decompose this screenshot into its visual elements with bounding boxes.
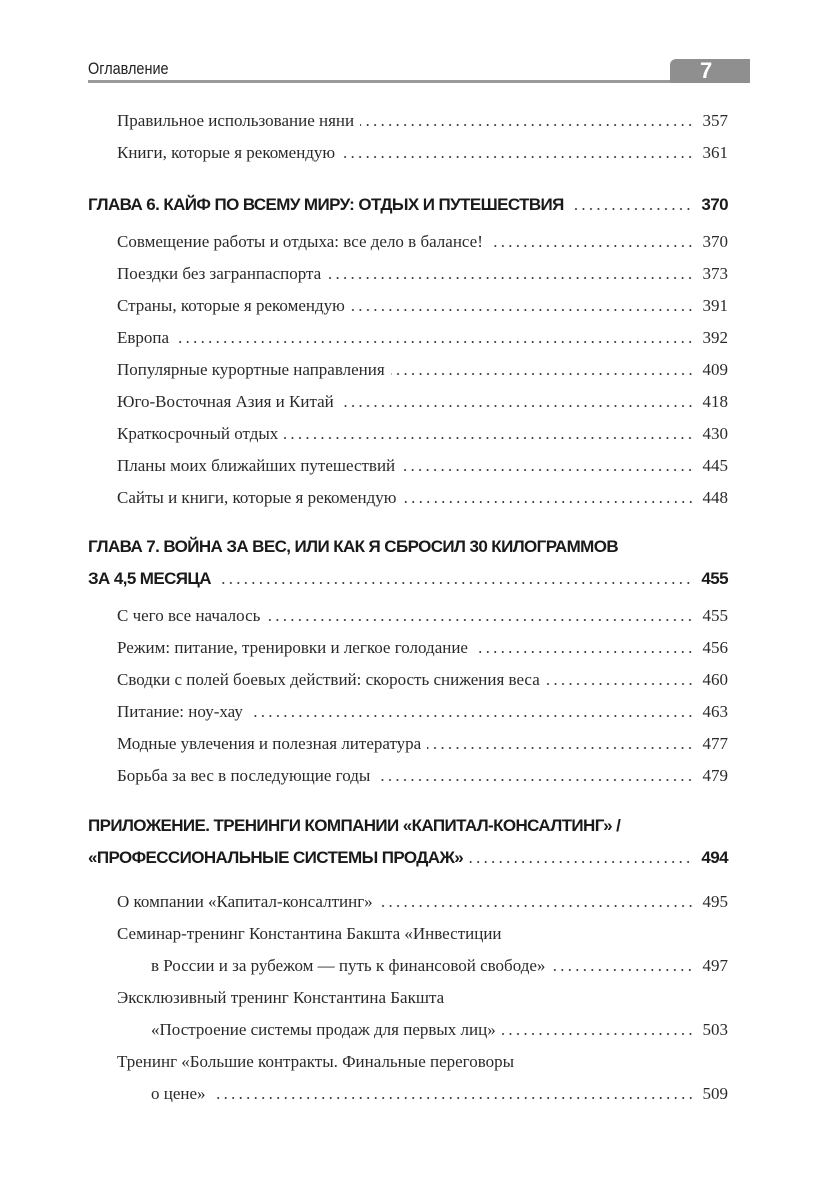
entry-page: 370 <box>702 232 728 251</box>
entry-title: Страны, которые я рекомендую <box>117 296 345 315</box>
heading-title: ГЛАВА 7. ВОЙНА ЗА ВЕС, ИЛИ КАК Я СБРОСИЛ 30 КИЛОГРАММОВ <box>88 537 619 556</box>
chapter-heading-line1[interactable] <box>88 537 728 569</box>
dot-leader <box>546 683 694 685</box>
toc-entry[interactable] <box>88 734 728 766</box>
dot-leader <box>427 747 694 749</box>
dot-leader <box>284 437 694 439</box>
dot-leader <box>379 905 694 907</box>
heading-title-cont: ЗА 4,5 МЕСЯЦА <box>88 569 211 588</box>
dot-leader <box>340 405 694 407</box>
entry-page: 463 <box>702 702 728 721</box>
entry-title-cont: «Построение системы продаж для первых лиц» <box>151 1020 496 1039</box>
dot-leader <box>489 245 694 247</box>
toc-entry-line1[interactable] <box>88 1052 728 1084</box>
dot-leader <box>212 1097 694 1099</box>
toc-entry[interactable] <box>88 766 728 798</box>
entry-title: Тренинг «Большие контракты. Финальные переговоры <box>117 1052 515 1071</box>
entry-page: 418 <box>702 392 728 411</box>
entry-title: Юго-Восточная Азия и Китай <box>117 392 334 411</box>
entry-title: Планы моих ближайших путешествий <box>117 456 396 475</box>
entry-page: 509 <box>702 1084 728 1103</box>
entry-title: Европа <box>117 328 170 347</box>
toc-entry[interactable] <box>88 360 728 392</box>
toc-entry-line1[interactable] <box>88 924 728 956</box>
dot-leader <box>351 309 694 311</box>
header-rule <box>88 80 748 83</box>
toc-entry[interactable] <box>88 892 728 924</box>
entry-title-cont: в России и за рубежом — путь к финансовой свободе» <box>151 956 546 975</box>
dot-leader <box>403 501 695 503</box>
dot-leader <box>327 277 694 279</box>
entry-page: 460 <box>702 670 728 689</box>
entry-title: Поездки без загранпаспорта <box>117 264 322 283</box>
entry-title: Питание: ноу-хау <box>117 702 243 721</box>
entry-title: Борьба за вес в последующие годы <box>117 766 371 785</box>
entry-page: 392 <box>702 328 728 347</box>
toc-entry[interactable] <box>88 143 728 175</box>
entry-page: 430 <box>702 424 728 443</box>
appendix-heading-line2[interactable] <box>88 848 728 880</box>
toc-entry[interactable] <box>88 392 728 424</box>
toc-entry[interactable] <box>88 424 728 456</box>
entry-page: 495 <box>702 892 728 911</box>
dot-leader <box>376 779 694 781</box>
entry-title: Книги, которые я рекомендую <box>117 143 336 162</box>
dot-leader <box>551 969 694 971</box>
heading-page: 494 <box>701 848 728 867</box>
dot-leader <box>570 208 692 210</box>
entry-page: 373 <box>702 264 728 283</box>
dot-leader <box>502 1033 694 1035</box>
entry-title: Эксклюзивный тренинг Константина Бакшта <box>117 988 445 1007</box>
dot-leader <box>249 715 694 717</box>
heading-title-cont: «ПРОФЕССИОНАЛЬНЫЕ СИСТЕМЫ ПРОДАЖ» <box>88 848 464 867</box>
toc-entry[interactable] <box>88 638 728 670</box>
toc-entry[interactable] <box>88 296 728 328</box>
chapter-heading-line2[interactable] <box>88 569 728 601</box>
entry-title: Режим: питание, тренировки и легкое голодание <box>117 638 468 657</box>
entry-title: Сводки с полей боевых действий: скорость снижения веса <box>117 670 540 689</box>
heading-page: 370 <box>701 195 728 214</box>
entry-title: Модные увлечения и полезная литература <box>117 734 422 753</box>
entry-title: Сайты и книги, которые я рекомендую <box>117 488 397 507</box>
dot-leader <box>474 651 694 653</box>
entry-page: 455 <box>702 606 728 625</box>
toc-entry[interactable] <box>88 456 728 488</box>
table-of-contents <box>88 111 728 1116</box>
heading-title: ПРИЛОЖЕНИЕ. ТРЕНИНГИ КОМПАНИИ «КАПИТАЛ-КОНСАЛТИНГ» / <box>88 816 621 835</box>
entry-title-cont: о цене» <box>151 1084 206 1103</box>
toc-entry[interactable] <box>88 488 728 520</box>
toc-entry-line1[interactable] <box>88 988 728 1020</box>
toc-entry[interactable] <box>88 111 728 143</box>
entry-page: 477 <box>702 734 728 753</box>
toc-entry[interactable] <box>88 606 728 638</box>
entry-page: 479 <box>702 766 728 785</box>
entry-page: 448 <box>702 488 728 507</box>
dot-leader <box>469 861 692 863</box>
toc-entry[interactable] <box>88 702 728 734</box>
entry-page: 497 <box>702 956 728 975</box>
toc-entry-line2[interactable] <box>88 956 728 988</box>
toc-entry[interactable] <box>88 670 728 702</box>
dot-leader <box>175 341 694 343</box>
toc-entry[interactable] <box>88 328 728 360</box>
toc-entry-line2[interactable] <box>88 1020 728 1052</box>
dot-leader <box>401 469 694 471</box>
heading-page: 455 <box>701 569 728 588</box>
entry-page: 503 <box>702 1020 728 1039</box>
appendix-heading-line1[interactable] <box>88 816 728 848</box>
running-header-title: Оглавление <box>88 59 169 78</box>
dot-leader <box>360 124 694 126</box>
toc-entry[interactable] <box>88 264 728 296</box>
entry-page: 456 <box>702 638 728 657</box>
entry-title: С чего все началось <box>117 606 261 625</box>
entry-title: Совмещение работы и отдыха: все дело в балансе! <box>117 232 483 251</box>
entry-page: 409 <box>702 360 728 379</box>
chapter-heading[interactable] <box>88 195 728 227</box>
dot-leader <box>341 156 694 158</box>
toc-entry[interactable] <box>88 232 728 264</box>
entry-title: Краткосрочный отдых <box>117 424 279 443</box>
entry-page: 445 <box>702 456 728 475</box>
page-number: 7 <box>700 58 713 83</box>
toc-entry-line2[interactable] <box>88 1084 728 1116</box>
dot-leader <box>391 373 694 375</box>
heading-title: ГЛАВА 6. КАЙФ ПО ВСЕМУ МИРУ: ОТДЫХ И ПУТЕШЕСТВИЯ <box>88 195 564 214</box>
entry-page: 391 <box>702 296 728 315</box>
entry-title: О компании «Капитал-консалтинг» <box>117 892 373 911</box>
entry-title: Семинар-тренинг Константина Бакшта «Инвестиции <box>117 924 502 943</box>
entry-page: 357 <box>702 111 728 130</box>
dot-leader <box>217 582 692 584</box>
entry-page: 361 <box>702 143 728 162</box>
dot-leader <box>266 619 694 621</box>
entry-title: Правильное использование няни <box>117 111 355 130</box>
entry-title: Популярные курортные направления <box>117 360 385 379</box>
